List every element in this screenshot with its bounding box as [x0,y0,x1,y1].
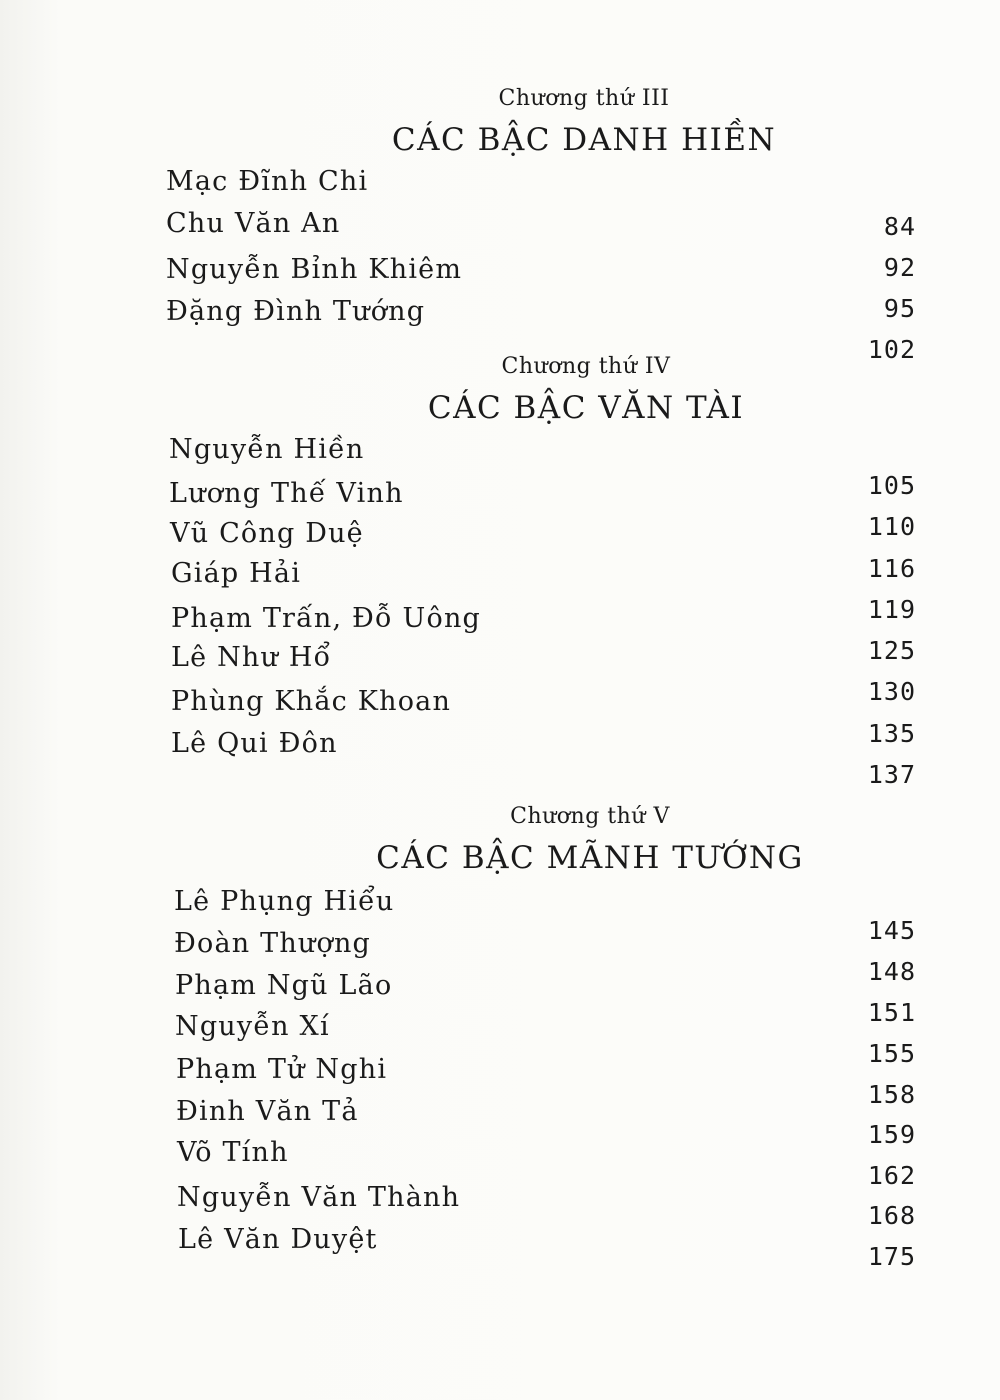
toc-page-number: 137 [867,760,916,789]
toc-page-number: 145 [867,916,916,945]
toc-page-number: 175 [867,1242,916,1271]
toc-entry: Phùng Khắc Khoan [171,686,452,717]
toc-entry: Lê Phụng Hiểu [174,886,395,917]
toc-entry: Nguyễn Văn Thành [177,1182,461,1213]
chapter-3-title: CÁC BẬC DANH HIỀN [391,122,777,158]
toc-page-number: 125 [867,636,916,665]
toc-entry: Phạm Tử Nghi [176,1054,388,1085]
toc-page-number: 135 [867,719,916,748]
chapter-4-label: Chương thứ IV [501,354,671,379]
toc-page-number: 151 [867,998,916,1027]
chapter-5-title: CÁC BẬC MÃNH TƯỚNG [376,840,804,876]
toc-entry: Chu Văn An [166,208,341,239]
toc-entry: Phạm Ngũ Lão [175,970,393,1001]
toc-page-number: 162 [867,1161,916,1190]
toc-entry: Lê Như Hổ [171,642,332,673]
toc-entry: Đinh Văn Tả [176,1096,359,1127]
toc-entry: Võ Tính [177,1137,289,1168]
toc-page-number: 130 [867,677,916,706]
toc-page-number: 84 [883,212,916,241]
toc-entry: Đoàn Thượng [174,928,372,959]
toc-page-number: 159 [867,1120,916,1149]
toc-entry: Lê Văn Duyệt [178,1224,378,1255]
toc-entry: Giáp Hải [171,558,302,589]
chapter-3-label: Chương thứ III [498,86,670,111]
toc-page-number: 105 [867,471,916,500]
chapter-4-title: CÁC BẬC VĂN TÀI [427,390,745,426]
toc-page-number: 158 [867,1080,916,1109]
toc-entry: Đặng Đình Tướng [166,296,426,327]
toc-page-number: 155 [867,1039,916,1068]
toc-page-number: 119 [867,595,916,624]
toc-page-number: 168 [867,1201,916,1230]
toc-entry: Vũ Công Duệ [170,518,364,549]
toc-entry: Mạc Đĩnh Chi [166,166,369,197]
chapter-5-label: Chương thứ V [510,804,670,829]
toc-page-number: 102 [867,335,916,364]
toc-entry: Lương Thế Vinh [169,478,404,509]
toc-page-number: 148 [867,957,916,986]
toc-entry: Nguyễn Bỉnh Khiêm [166,254,463,285]
toc-page-number: 92 [883,253,916,282]
toc-page-number: 110 [867,512,916,541]
toc-entry: Lê Qui Đôn [171,728,338,759]
toc-page-number: 95 [883,294,916,323]
toc-entry: Nguyễn Hiền [169,434,365,465]
toc-entry: Nguyễn Xí [175,1011,330,1042]
toc-page-number: 116 [867,554,916,583]
toc-entry: Phạm Trấn, Đỗ Uông [171,603,482,634]
